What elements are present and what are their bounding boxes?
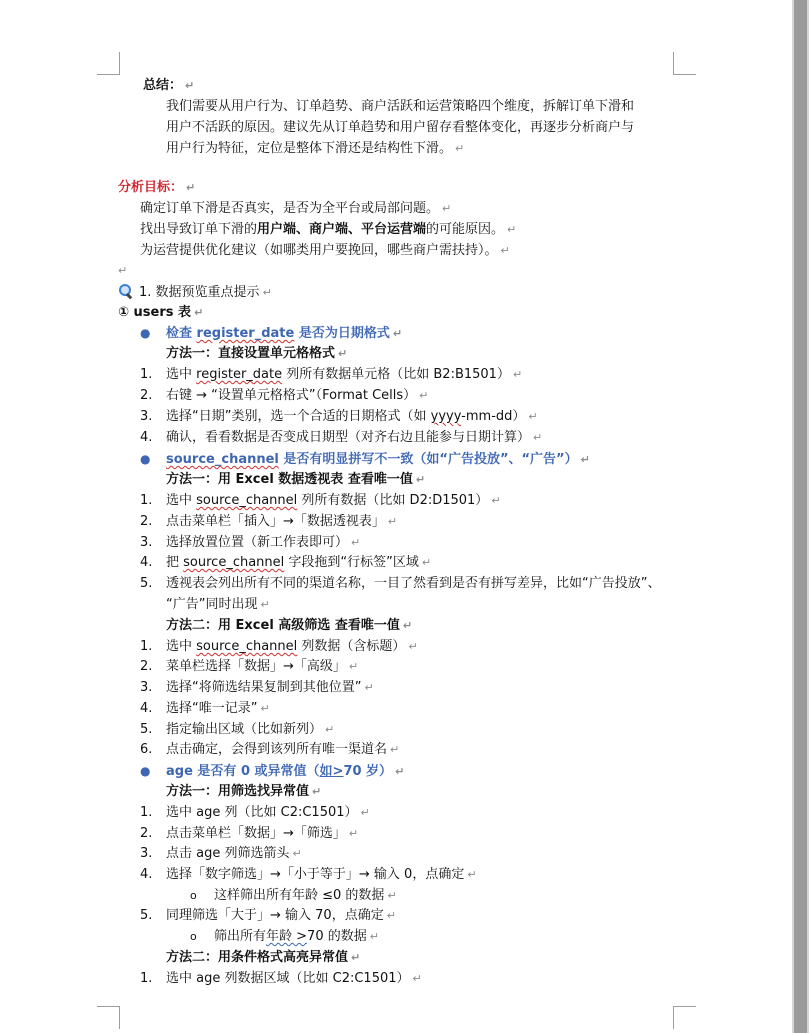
age-sub-1: o 这样筛出所有年龄 ≤0 的数据 ↵	[190, 888, 397, 903]
source-m2-step-4: 4. 选择“唯一记录” ↵	[140, 701, 270, 716]
age-sub-2: o 筛出所有年龄 >70 的数据 ↵	[190, 929, 379, 944]
vertical-scrollbar[interactable]	[792, 0, 809, 1033]
age-step-3: 3. 点击 age 列筛选箭头 ↵	[140, 846, 302, 861]
age-method-2: 方法二：用条件格式高亮异常值 ↵	[166, 950, 361, 965]
goal-line-2: 找出导致订单下滑的用户端、商户端、平台运营端的可能原因。 ↵	[140, 222, 517, 237]
summary-heading: 总结： ↵	[143, 78, 195, 93]
source-m2-step-3: 3. 选择“将筛选结果复制到其他位置” ↵	[140, 680, 374, 695]
source-method-2: 方法二：用 Excel 高级筛选 查看唯一值 ↵	[166, 618, 413, 633]
register-method-1: 方法一：直接设置单元格格式 ↵	[166, 346, 348, 361]
bullet-register-date: ● 检查 register_date 是否为日期格式 ↵	[140, 326, 403, 341]
summary-line-2: 用户不活跃的原因。建议先从订单趋势和用户留存看整体变化，再逐步分析商户与	[166, 120, 635, 135]
crop-mark-top-right	[673, 52, 696, 75]
source-m2-step-1: 1. 选中 source_channel 列数据（含标题） ↵	[140, 639, 418, 654]
age-step-4: 4. 选择「数字筛选」→「小于等于」→ 输入 0，点确定 ↵	[140, 867, 477, 882]
register-step-4: 4. 确认，看看数据是否变成日期型（对齐右边且能参与日期计算） ↵	[140, 430, 543, 445]
bullet-source-channel: ● source_channel 是否有明显拼写不一致（如“广告投放”、“广告”） ↵	[140, 452, 590, 467]
source-step-3: 3. 选择放置位置（新工作表即可） ↵	[140, 535, 361, 550]
age-m2-step-1: 1. 选中 age 列数据区域（比如 C2:C1501） ↵	[140, 971, 422, 986]
bullet-dot: ●	[140, 326, 151, 340]
crop-mark-bottom-left	[97, 1006, 120, 1029]
source-step-1: 1. 选中 source_channel 列所有数据（比如 D2:D1501） ↵	[140, 493, 501, 508]
crop-mark-bottom-right	[673, 1006, 696, 1029]
register-step-2: 2. 右键 → “设置单元格格式”（Format Cells） ↵	[140, 388, 429, 403]
crop-mark-top-left	[97, 52, 120, 75]
summary-line-1: 我们需要从用户行为、订单趋势、商户活跃和运营策略四个维度，拆解订单下滑和	[166, 99, 635, 114]
goals-heading: 分析目标： ↵	[118, 180, 196, 195]
goal-line-3: 为运营提供优化建议（如哪类用户要挽回，哪些商户需扶持）。 ↵	[140, 243, 510, 258]
empty-paragraph: ↵	[118, 264, 128, 277]
age-method-1: 方法一：用筛选找异常值 ↵	[166, 784, 322, 799]
register-step-3: 3. 选择“日期”类别，选一个合适的日期格式（如 yyyy-mm-dd） ↵	[140, 409, 538, 424]
bullet-dot: ●	[140, 452, 151, 466]
users-table-heading: ① users 表 ↵	[118, 305, 204, 320]
magnifier-icon	[119, 284, 133, 298]
bullet-dot: ●	[140, 764, 151, 778]
source-step-2: 2. 点击菜单栏「插入」→「数据透视表」 ↵	[140, 514, 398, 529]
age-step-2: 2. 点击菜单栏「数据」→「筛选」 ↵	[140, 826, 359, 841]
source-m2-step-6: 6. 点击确定，会得到该列所有唯一渠道名 ↵	[140, 742, 400, 757]
source-m2-step-5: 5. 指定输出区域（比如新列） ↵	[140, 722, 335, 737]
goal-line-1: 确定订单下滑是否真实，是否为全平台或局部问题。 ↵	[140, 201, 452, 216]
source-m2-step-2: 2. 菜单栏选择「数据」→「高级」 ↵	[140, 659, 359, 674]
age-step-5: 5. 同理筛选「大于」→ 输入 70，点确定 ↵	[140, 908, 396, 923]
age-step-1: 1. 选中 age 列（比如 C2:C1501） ↵	[140, 805, 370, 820]
source-step-5: 5. 透视表会列出所有不同的渠道名称，一目了然看到是否有拼写差异，比如“广告投放”、	[140, 576, 661, 591]
source-method-1: 方法一：用 Excel 数据透视表 查看唯一值 ↵	[166, 472, 426, 487]
section-heading: 1. 数据预览重点提示 ↵	[119, 284, 272, 302]
bullet-age: ● age 是否有 0 或异常值（如>70 岁） ↵	[140, 764, 405, 779]
summary-line-3: 用户行为特征，定位是整体下滑还是结构性下滑。 ↵	[166, 141, 465, 156]
scrollbar-thumb[interactable]	[794, 0, 807, 1033]
source-step-4: 4. 把 source_channel 字段拖到“行标签”区域 ↵	[140, 555, 432, 570]
source-step-5-cont: “广告”同时出现 ↵	[166, 597, 270, 612]
register-step-1: 1. 选中 register_date 列所有数据单元格（比如 B2:B1501） ↵	[140, 367, 523, 382]
